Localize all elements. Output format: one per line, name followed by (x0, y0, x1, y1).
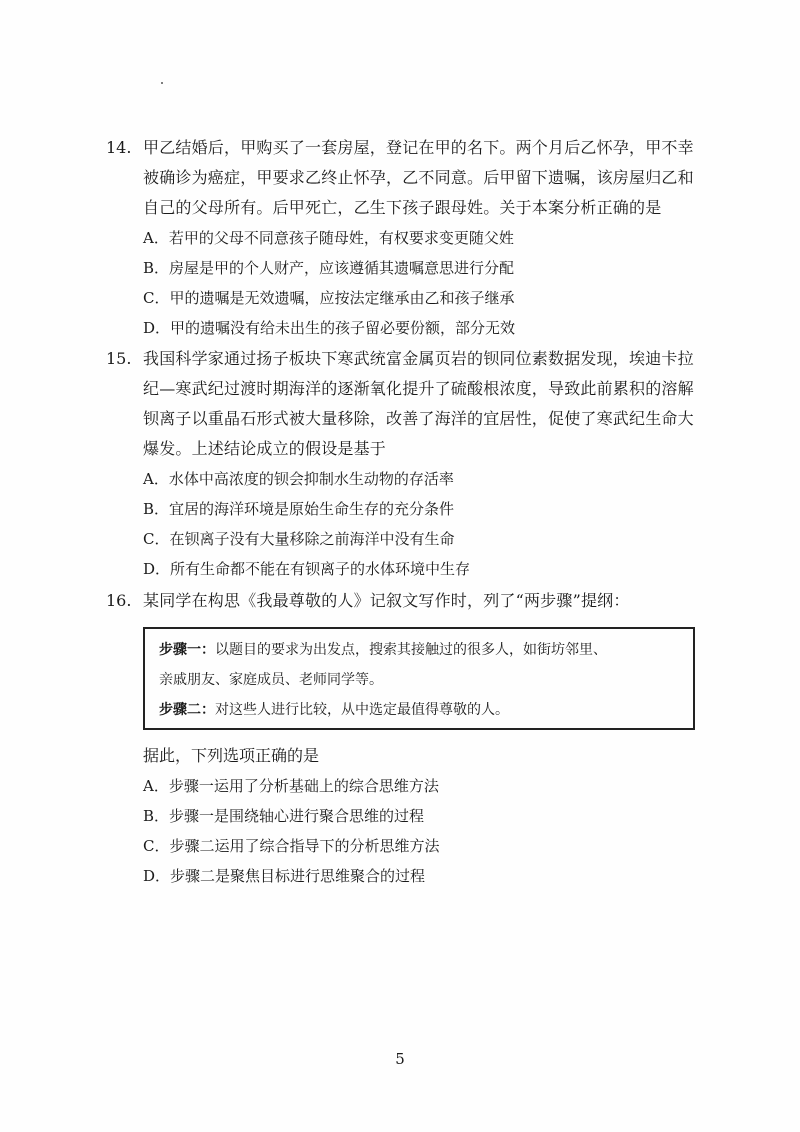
option-a[interactable]: A．步骤一运用了分析基础上的综合思维方法 (143, 777, 439, 795)
question-15 (106, 344, 706, 584)
option-d[interactable]: D．甲的遗嘱没有给未出生的孩子留必要份额，部分无效 (143, 319, 516, 337)
stem-line: 钡离子以重晶石形式被大量移除，改善了海洋的宜居性，促使了寒武纪生命大 (143, 409, 694, 428)
step-one-text: 以题目的要求为出发点，搜索其接触过的很多人，如街坊邻里、 (215, 642, 607, 658)
step-one-line-2: 亲戚朋友、家庭成员、老师同学等。 (159, 672, 383, 688)
scan-speck (161, 82, 163, 84)
stem-line: 被确诊为癌症，甲要求乙终止怀孕，乙不同意。后甲留下遗嘱，该房屋归乙和 (143, 168, 694, 187)
step-two-line (159, 695, 679, 725)
question-stem (143, 586, 706, 616)
step-two-label: 步骤二： (159, 702, 215, 718)
option-b[interactable]: B．房屋是甲的个人财产，应该遵循其遗嘱意思进行分配 (143, 259, 515, 277)
option-a[interactable]: A．若甲的父母不同意孩子随母姓，有权要求变更随父姓 (143, 229, 514, 247)
step-one-label: 步骤一： (159, 642, 215, 658)
question-16 (106, 586, 706, 616)
question-number: 14. (106, 138, 132, 157)
option-d[interactable]: D．所有生命都不能在有钡离子的水体环境中生存 (143, 560, 471, 578)
option-c[interactable]: C．步骤二运用了综合指导下的分析思维方法 (143, 837, 440, 855)
step-one-line-1 (159, 635, 679, 665)
question-14 (106, 133, 706, 343)
question-number: 15. (106, 349, 132, 368)
stem-line: 甲乙结婚后，甲购买了一套房屋，登记在甲的名下。两个月后乙怀孕，甲不幸 (143, 138, 694, 157)
stem-line: 某同学在构思《我最尊敬的人》记叙文写作时，列了“两步骤”提纲： (143, 591, 630, 610)
question-number: 16. (106, 591, 132, 610)
page-number: 5 (395, 1050, 405, 1068)
question-stem (143, 344, 706, 464)
outline-box (143, 627, 695, 730)
stem-line: 自己的父母所有。后甲死亡，乙生下孩子跟母姓。关于本案分析正确的是 (143, 198, 662, 217)
stem-line: 纪—寒武纪过渡时期海洋的逐渐氧化提升了硫酸根浓度，导致此前累积的溶解 (143, 379, 694, 398)
option-b[interactable]: B．宜居的海洋环境是原始生命生存的充分条件 (143, 500, 455, 518)
option-a[interactable]: A．水体中高浓度的钡会抑制水生动物的存活率 (143, 470, 454, 488)
question-stem (143, 133, 706, 223)
step-two-text: 对这些人进行比较，从中选定最值得尊敬的人。 (215, 702, 509, 718)
question-lead: 据此，下列选项正确的是 (143, 746, 320, 765)
option-c[interactable]: C．甲的遗嘱是无效遗嘱，应按法定继承由乙和孩子继承 (143, 289, 515, 307)
stem-line: 爆发。上述结论成立的假设是基于 (143, 439, 387, 458)
option-d[interactable]: D．步骤二是聚焦目标进行思维聚合的过程 (143, 867, 426, 885)
option-b[interactable]: B．步骤一是围绕轴心进行聚合思维的过程 (143, 807, 425, 825)
question-16-options (106, 741, 706, 891)
option-c[interactable]: C．在钡离子没有大量移除之前海洋中没有生命 (143, 530, 455, 548)
stem-line: 我国科学家通过扬子板块下寒武统富金属页岩的钡同位素数据发现，埃迪卡拉 (143, 349, 694, 368)
